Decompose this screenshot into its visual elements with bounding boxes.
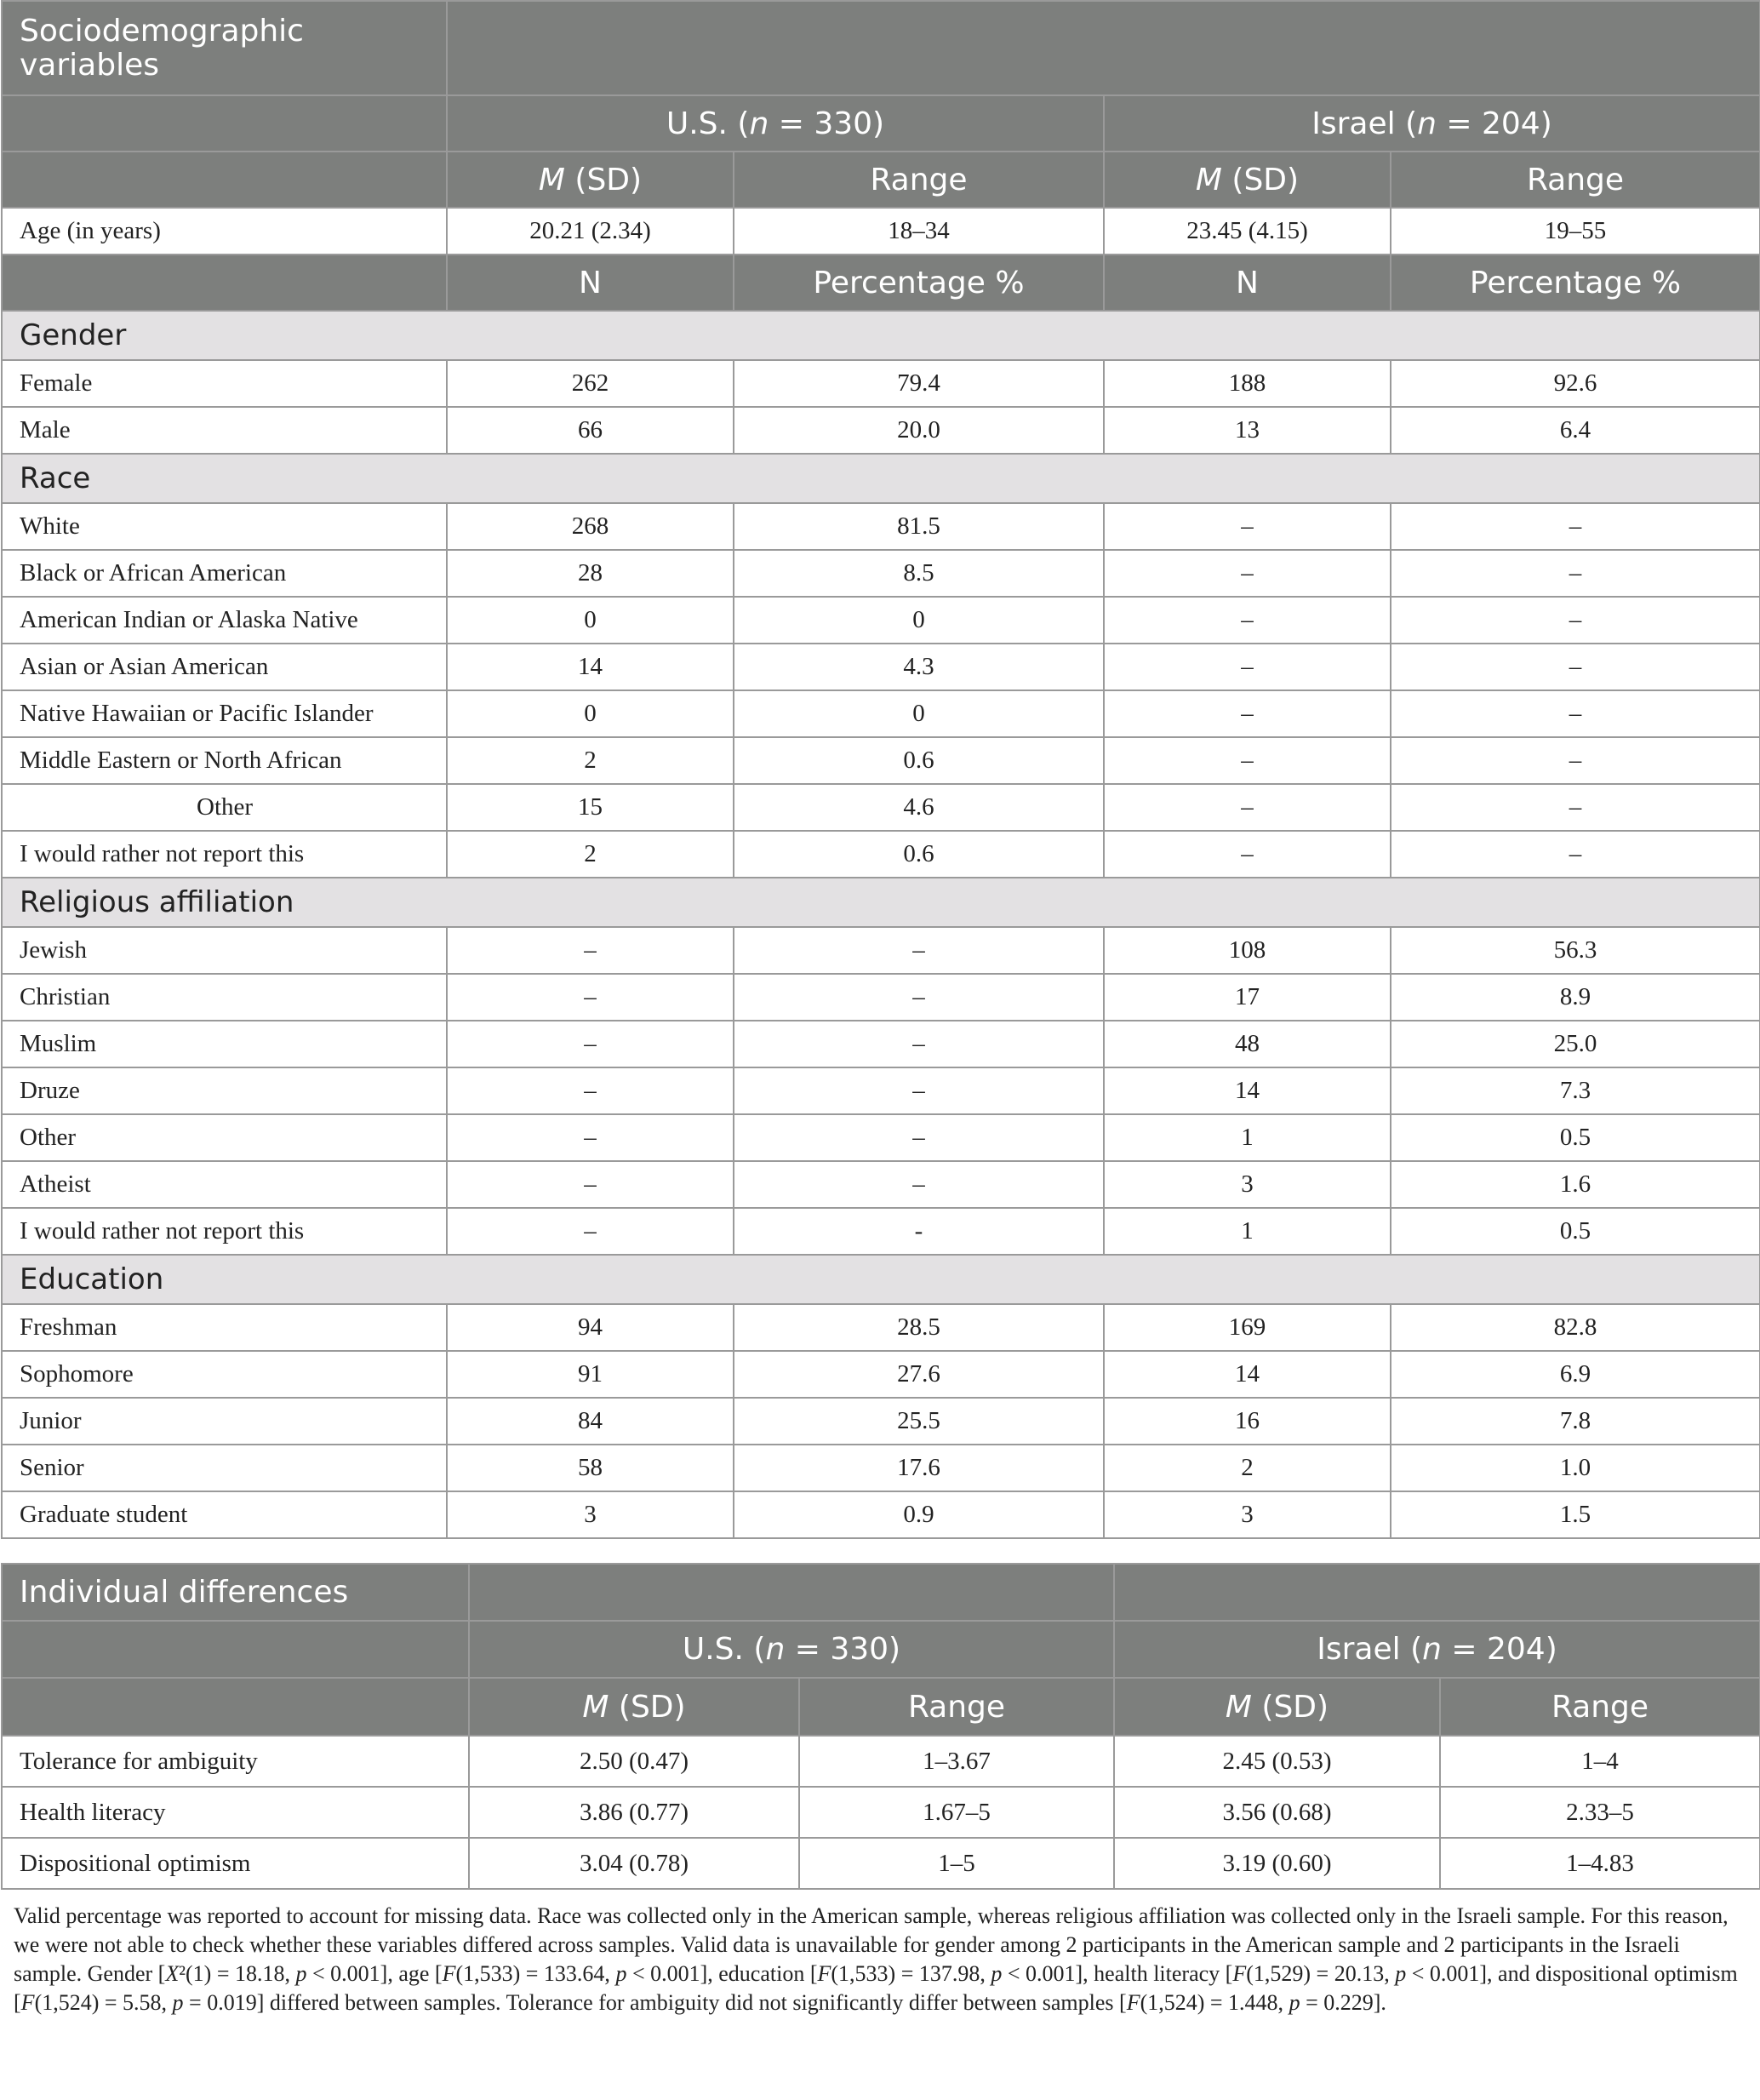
il-n: 48 [1104, 1021, 1391, 1067]
us-pct: 25.5 [734, 1398, 1104, 1445]
age-row [2, 208, 1760, 255]
table2-group-us [469, 1621, 1114, 1678]
note-segment: (1,529) = 20.13, [1246, 1961, 1396, 1986]
us-pct: 4.6 [734, 784, 1104, 831]
section-title: Religious affiliation [2, 878, 1760, 927]
il-pct: 0.5 [1391, 1114, 1760, 1161]
row-label: Druze [2, 1067, 447, 1114]
us-pct: – [734, 974, 1104, 1021]
note-segment: = 0.229]. [1300, 1990, 1386, 2015]
msd-rest: (SD) [609, 1689, 686, 1725]
us-n-header: N [447, 255, 734, 311]
us-n: 262 [447, 360, 734, 407]
table-row [2, 360, 1760, 407]
table-row [2, 1114, 1760, 1161]
note-segment: p [295, 1961, 307, 1986]
table2-title-spacer-1 [469, 1564, 1114, 1621]
il-pct: – [1391, 503, 1760, 550]
us-n: 2 [447, 831, 734, 878]
row-label: Male [2, 407, 447, 454]
us-pct: 0.9 [734, 1491, 1104, 1538]
table-row [2, 974, 1760, 1021]
row-label: Atheist [2, 1161, 447, 1208]
il-n: – [1104, 503, 1391, 550]
table-row [2, 927, 1760, 974]
table2-title: Individual differences [2, 1564, 469, 1621]
us-n: – [447, 1021, 734, 1067]
us-msd: 2.50 (0.47) [469, 1736, 799, 1787]
note-segment: < 0.001], health literacy [ [1002, 1961, 1233, 1986]
us-n: 2 [447, 737, 734, 784]
il-pct: – [1391, 690, 1760, 737]
row-label: Muslim [2, 1021, 447, 1067]
table-row [2, 1067, 1760, 1114]
note-segment: F [442, 1961, 456, 1986]
us-n: 66 [447, 407, 734, 454]
group-us-n: n [749, 106, 769, 141]
table2-group-spacer [2, 1621, 469, 1678]
msd-m: M [538, 162, 565, 197]
note-segment: p [1395, 1961, 1407, 1986]
us-pct: – [734, 927, 1104, 974]
t2-us-range-header: Range [799, 1678, 1114, 1736]
row-label: Tolerance for ambiguity [2, 1736, 469, 1787]
us-pct: – [734, 1067, 1104, 1114]
group-il-pre: Israel ( [1311, 106, 1418, 141]
us-n: – [447, 927, 734, 974]
us-n: – [447, 974, 734, 1021]
note-segment: ²(1) = 18.18, [179, 1961, 296, 1986]
note-segment: F [817, 1961, 831, 1986]
section-row [2, 1255, 1760, 1304]
il-n: 1 [1104, 1114, 1391, 1161]
il-pct: 92.6 [1391, 360, 1760, 407]
il-pct: – [1391, 831, 1760, 878]
row-label: Dispositional optimism [2, 1838, 469, 1889]
us-n: – [447, 1067, 734, 1114]
row-label: American Indian or Alaska Native [2, 597, 447, 644]
note-segment: F [20, 1990, 35, 2015]
us-n: – [447, 1114, 734, 1161]
il-pct: – [1391, 784, 1760, 831]
us-n: 3 [447, 1491, 734, 1538]
row-label: Asian or Asian American [2, 644, 447, 690]
il-pct: – [1391, 550, 1760, 597]
table-row [2, 503, 1760, 550]
note-segment: < 0.001], education [ [626, 1961, 818, 1986]
us-n: 58 [447, 1445, 734, 1491]
note-segment: < 0.001], and dispositional optimism [ [14, 1961, 1738, 2015]
table-row [2, 1208, 1760, 1255]
il-n: 2 [1104, 1445, 1391, 1491]
row-label: Sophomore [2, 1351, 447, 1398]
row-label: I would rather not report this [2, 831, 447, 878]
us-pct: 28.5 [734, 1304, 1104, 1351]
group-us-pre: U.S. ( [666, 106, 750, 141]
section-row [2, 454, 1760, 503]
il-n-header: N [1104, 255, 1391, 311]
note-segment: p [991, 1961, 1003, 1986]
il-pct: 1.6 [1391, 1161, 1760, 1208]
row-label: Other [2, 784, 447, 831]
note-segment: X [165, 1961, 180, 1986]
msd-m: M [582, 1689, 609, 1725]
row-label: Jewish [2, 927, 447, 974]
us-pct: 0.6 [734, 831, 1104, 878]
row-label: White [2, 503, 447, 550]
us-n: – [447, 1208, 734, 1255]
table-row [2, 1491, 1760, 1538]
us-n: 91 [447, 1351, 734, 1398]
t2-group-us-pre: U.S. ( [682, 1632, 766, 1667]
group-us-post: = 330) [769, 106, 885, 141]
msd-m: M [1195, 162, 1222, 197]
table-row [2, 550, 1760, 597]
t2-us-msd-header [469, 1678, 799, 1736]
table-row [2, 1161, 1760, 1208]
il-msd: 3.56 (0.68) [1114, 1787, 1440, 1838]
il-n: 169 [1104, 1304, 1391, 1351]
us-pct: 0 [734, 690, 1104, 737]
section-title: Education [2, 1255, 1760, 1304]
table-row [2, 1304, 1760, 1351]
il-n: 188 [1104, 360, 1391, 407]
table-footnote [14, 1902, 1741, 2017]
table-row [2, 597, 1760, 644]
us-range: 1–3.67 [799, 1736, 1114, 1787]
note-segment: F [1232, 1961, 1247, 1986]
us-pct-header: Percentage % [734, 255, 1104, 311]
us-pct: 81.5 [734, 503, 1104, 550]
us-pct: 4.3 [734, 644, 1104, 690]
il-n: – [1104, 831, 1391, 878]
us-pct: 27.6 [734, 1351, 1104, 1398]
note-segment: F [1126, 1990, 1140, 2015]
il-n: – [1104, 644, 1391, 690]
row-label: I would rather not report this [2, 1208, 447, 1255]
il-n: – [1104, 597, 1391, 644]
group-il-post: = 204) [1436, 106, 1552, 141]
us-n: 0 [447, 597, 734, 644]
t2-il-range-header: Range [1440, 1678, 1760, 1736]
table1-title: Sociodemographic variables [20, 13, 304, 83]
il-pct: 7.8 [1391, 1398, 1760, 1445]
il-n: – [1104, 550, 1391, 597]
table-row [2, 1351, 1760, 1398]
us-pct: 17.6 [734, 1445, 1104, 1491]
us-n: 94 [447, 1304, 734, 1351]
us-pct: 79.4 [734, 360, 1104, 407]
us-msd: 3.04 (0.78) [469, 1838, 799, 1889]
us-pct: 0.6 [734, 737, 1104, 784]
age-label: Age (in years) [2, 208, 447, 255]
il-pct: 1.0 [1391, 1445, 1760, 1491]
us-n: 84 [447, 1398, 734, 1445]
t2-il-msd-header [1114, 1678, 1440, 1736]
note-segment: p [615, 1961, 627, 1986]
il-n: 14 [1104, 1351, 1391, 1398]
row-label: Native Hawaiian or Pacific Islander [2, 690, 447, 737]
group-il-n: n [1417, 106, 1437, 141]
us-pct: 8.5 [734, 550, 1104, 597]
note-segment: (1,533) = 133.64, [455, 1961, 616, 1986]
us-range: 1.67–5 [799, 1787, 1114, 1838]
il-msd-header [1104, 152, 1391, 208]
table2-subhead-spacer [2, 1678, 469, 1736]
row-label: Freshman [2, 1304, 447, 1351]
il-range: 1–4.83 [1440, 1838, 1760, 1889]
table-row [2, 407, 1760, 454]
table1-group-us [447, 95, 1104, 152]
age-il-range: 19–55 [1391, 208, 1760, 255]
note-segment: Valid percentage was reported to account for missing data. Race was collected only in the American sample, whereas religious affiliation was collected only in the Israeli sample. For this reason, we were not able to check whether these variables differed across samples. Valid data is unavailable for gender among 2 participants in the American sample and 2 participants in the Israeli sample. Gender [ [14, 1903, 1729, 1986]
row-label: Senior [2, 1445, 447, 1491]
t2-group-us-n: n [765, 1632, 786, 1667]
table1-title-spacer [447, 1, 1760, 95]
il-n: 14 [1104, 1067, 1391, 1114]
table-row [2, 784, 1760, 831]
note-segment: < 0.001], age [ [306, 1961, 443, 1986]
row-label: Middle Eastern or North African [2, 737, 447, 784]
age-il-msd: 23.45 (4.15) [1104, 208, 1391, 255]
il-msd: 2.45 (0.53) [1114, 1736, 1440, 1787]
count-head-spacer [2, 255, 447, 311]
il-range: 2.33–5 [1440, 1787, 1760, 1838]
msd-m: M [1225, 1689, 1252, 1725]
il-pct: 7.3 [1391, 1067, 1760, 1114]
us-pct: – [734, 1114, 1104, 1161]
il-pct: – [1391, 644, 1760, 690]
msd-rest: (SD) [1221, 162, 1300, 197]
il-pct: 56.3 [1391, 927, 1760, 974]
us-n: – [447, 1161, 734, 1208]
table-row [2, 644, 1760, 690]
section-row [2, 878, 1760, 927]
individual-differences-table [1, 1563, 1760, 1890]
il-n: – [1104, 737, 1391, 784]
us-pct: - [734, 1208, 1104, 1255]
il-range-header: Range [1391, 152, 1760, 208]
section-row [2, 311, 1760, 360]
us-n: 15 [447, 784, 734, 831]
row-label: Other [2, 1114, 447, 1161]
row-label: Graduate student [2, 1491, 447, 1538]
il-pct: 6.9 [1391, 1351, 1760, 1398]
t2-group-us-post: = 330) [785, 1632, 901, 1667]
il-n: 3 [1104, 1161, 1391, 1208]
us-n: 14 [447, 644, 734, 690]
note-segment: (1,524) = 5.58, [34, 1990, 173, 2015]
note-segment: p [172, 1990, 184, 2015]
il-pct: 6.4 [1391, 407, 1760, 454]
table-row [2, 737, 1760, 784]
age-us-msd: 20.21 (2.34) [447, 208, 734, 255]
il-n: 3 [1104, 1491, 1391, 1538]
us-n: 28 [447, 550, 734, 597]
us-range: 1–5 [799, 1838, 1114, 1889]
il-pct: – [1391, 597, 1760, 644]
us-pct: – [734, 1021, 1104, 1067]
section-title: Gender [2, 311, 1760, 360]
table-row [2, 831, 1760, 878]
il-range: 1–4 [1440, 1736, 1760, 1787]
table-row [2, 1838, 1760, 1889]
sociodemographic-table [1, 0, 1760, 1539]
us-pct: – [734, 1161, 1104, 1208]
t2-group-il-pre: Israel ( [1317, 1632, 1423, 1667]
t2-group-il-post: = 204) [1441, 1632, 1557, 1667]
table-row [2, 1398, 1760, 1445]
note-segment: (1,533) = 137.98, [831, 1961, 991, 1986]
il-n: – [1104, 784, 1391, 831]
table2-title-spacer-2 [1114, 1564, 1760, 1621]
msd-rest: (SD) [1251, 1689, 1329, 1725]
us-pct: 20.0 [734, 407, 1104, 454]
row-label: Female [2, 360, 447, 407]
table-row [2, 1787, 1760, 1838]
section-title: Race [2, 454, 1760, 503]
age-us-range: 18–34 [734, 208, 1104, 255]
row-label: Black or African American [2, 550, 447, 597]
table-row [2, 1736, 1760, 1787]
il-pct: 82.8 [1391, 1304, 1760, 1351]
table1-title-cell [2, 1, 447, 95]
table-row [2, 690, 1760, 737]
table1-subhead-spacer [2, 152, 447, 208]
il-n: – [1104, 690, 1391, 737]
us-pct: 0 [734, 597, 1104, 644]
il-pct: 1.5 [1391, 1491, 1760, 1538]
us-msd-header [447, 152, 734, 208]
us-n: 0 [447, 690, 734, 737]
row-label: Health literacy [2, 1787, 469, 1838]
il-pct: 8.9 [1391, 974, 1760, 1021]
row-label: Christian [2, 974, 447, 1021]
table1-group-spacer [2, 95, 447, 152]
il-pct: 0.5 [1391, 1208, 1760, 1255]
note-segment: = 0.019] differed between samples. Tolerance for ambiguity did not significantly differ between samples [ [183, 1990, 1127, 2015]
il-n: 13 [1104, 407, 1391, 454]
il-pct-header: Percentage % [1391, 255, 1760, 311]
msd-rest: (SD) [564, 162, 643, 197]
il-n: 16 [1104, 1398, 1391, 1445]
table-row [2, 1021, 1760, 1067]
t2-group-il-n: n [1422, 1632, 1442, 1667]
il-n: 1 [1104, 1208, 1391, 1255]
us-range-header: Range [734, 152, 1104, 208]
il-pct: 25.0 [1391, 1021, 1760, 1067]
table2-group-il [1114, 1621, 1760, 1678]
table1-group-il [1104, 95, 1760, 152]
il-pct: – [1391, 737, 1760, 784]
us-msd: 3.86 (0.77) [469, 1787, 799, 1838]
us-n: 268 [447, 503, 734, 550]
row-label: Junior [2, 1398, 447, 1445]
table-row [2, 1445, 1760, 1491]
il-n: 17 [1104, 974, 1391, 1021]
note-segment: p [1289, 1990, 1300, 2015]
note-segment: (1,524) = 1.448, [1140, 1990, 1289, 2015]
il-msd: 3.19 (0.60) [1114, 1838, 1440, 1889]
il-n: 108 [1104, 927, 1391, 974]
